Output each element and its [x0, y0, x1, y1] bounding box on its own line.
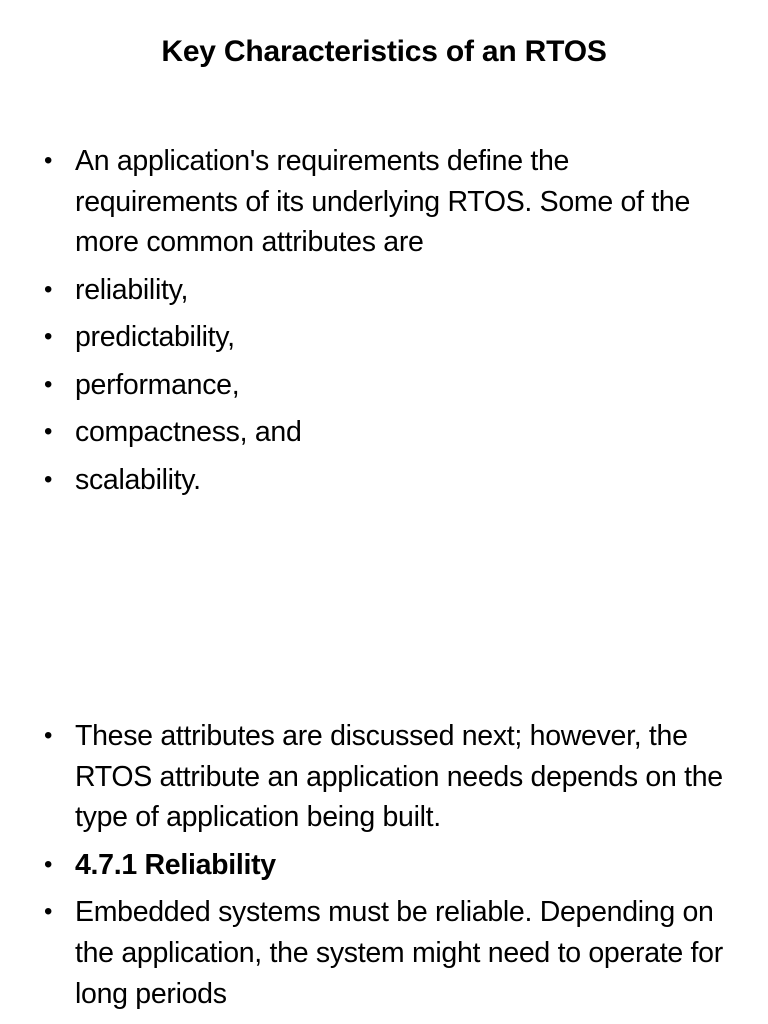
bullet-item — [44, 365, 734, 406]
bullet-item — [44, 412, 734, 453]
bullet-icon: • — [44, 418, 53, 446]
section-heading: 4.7.1 Reliability — [75, 848, 276, 881]
bullet-text: These attributes are discussed next; however, the RTOS attribute an application needs depends on the type of application being built. — [75, 720, 723, 834]
bullet-item — [44, 892, 734, 1014]
bullet-list-reliability — [44, 716, 734, 1021]
bullet-item — [44, 716, 734, 838]
bullet-icon: • — [44, 275, 53, 303]
bullet-item — [44, 270, 734, 311]
section-heading-item — [44, 845, 734, 886]
bullet-icon: • — [44, 722, 53, 749]
bullet-text: An application's requirements define the requirements of its underlying RTOS. Some of the more common attributes are — [75, 145, 691, 259]
bullet-icon: • — [44, 465, 53, 493]
bullet-text: performance, — [75, 368, 240, 401]
bullet-icon: • — [44, 850, 53, 878]
bullet-item — [44, 460, 734, 501]
bullet-icon: • — [44, 370, 53, 398]
bullet-text: compactness, and — [75, 416, 302, 449]
slide-title: Key Characteristics of an RTOS — [161, 35, 607, 68]
bullet-text: predictability, — [75, 321, 235, 354]
bullet-text: Embedded systems must be reliable. Depending on the application, the system might need to operate for long periods — [75, 896, 723, 1010]
bullet-text: scalability. — [75, 463, 201, 496]
bullet-icon: • — [44, 898, 53, 926]
bullet-item — [44, 317, 734, 358]
bullet-icon: • — [44, 323, 53, 351]
bullet-item — [44, 141, 734, 263]
bullet-list-attributes — [44, 141, 734, 507]
bullet-icon: • — [44, 147, 53, 174]
bullet-text: reliability, — [75, 273, 189, 306]
